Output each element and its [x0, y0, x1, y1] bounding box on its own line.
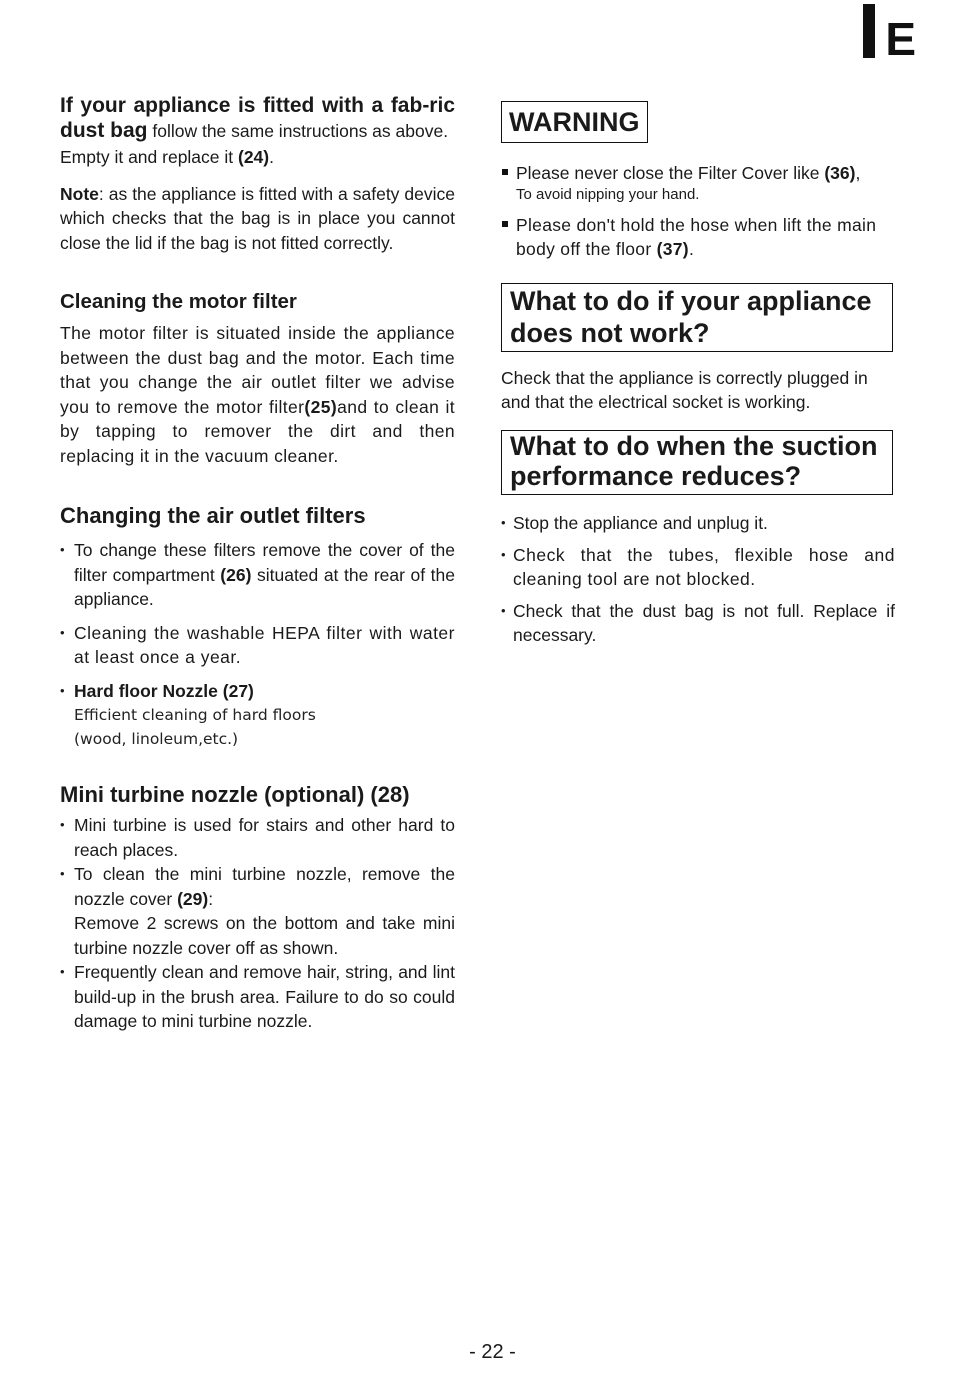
- note-paragraph: [60, 182, 455, 256]
- hard-floor-sub2: (wood, linoleum,etc.): [74, 730, 239, 748]
- turbine3-text: Frequently clean and remove hair, string, and lint build-up in the brush area. Failure to do so could damage to mini turbine nozzle.: [74, 962, 455, 1031]
- turbine2-text: To clean the mini turbine nozzle, remove the nozzle cover: [74, 864, 455, 909]
- note-text: : as the appliance is fitted with a safety device which checks that the bag is in place you cannot close the lid if the bag is not fitted correctly.: [60, 183, 455, 253]
- tip1-text: Stop the appliance and unplug it.: [513, 513, 768, 533]
- right-column: [501, 101, 895, 655]
- motor-ref: (25): [304, 396, 338, 417]
- bullet1-ref: (26): [220, 564, 252, 585]
- list-item: [60, 538, 455, 612]
- intro-title: If your appliance is fitted with a fab-ric dust bag: [60, 94, 455, 142]
- turbine2-colon: :: [208, 888, 214, 909]
- turbine1-text: Mini turbine is used for stairs and other hard to reach places.: [74, 815, 455, 860]
- bullet1-text: To change these filters remove the cover of the filter compartment: [74, 540, 455, 585]
- hard-floor-title: Hard floor Nozzle (27): [74, 680, 254, 701]
- list-item: [60, 862, 455, 960]
- outlet-filters-heading: Changing the air outlet filters: [60, 503, 366, 528]
- list-item: [60, 960, 455, 1034]
- mini-turbine-list: [60, 813, 455, 1034]
- warn2-ref: (37): [656, 239, 689, 259]
- suction-list: [501, 511, 895, 647]
- list-item: [60, 679, 455, 752]
- warn1-text: Please never close the Filter Cover like: [516, 163, 825, 183]
- motor-filter-paragraph: [60, 321, 455, 468]
- list-item: [501, 599, 895, 647]
- warn1-ref: (36): [824, 163, 856, 183]
- list-item: [60, 813, 455, 862]
- left-column: [60, 94, 455, 1034]
- language-tab-bar: [863, 4, 875, 58]
- motor-filter-heading: Cleaning the motor filter: [60, 290, 297, 313]
- warn1-comma: ,: [855, 163, 861, 183]
- suction-heading: What to do when the suction performance reduces?: [501, 430, 893, 495]
- language-letter: E: [885, 13, 916, 65]
- hard-floor-sub1: Efficient cleaning of hard floors: [74, 706, 316, 724]
- mini-turbine-heading: Mini turbine nozzle (optional) (28): [60, 782, 410, 807]
- list-item: [501, 543, 895, 591]
- list-item: [501, 213, 895, 261]
- not-working-text: Check that the appliance is correctly plugged in and that the electrical socket is working.: [501, 368, 868, 412]
- language-tab: [863, 4, 916, 65]
- warn2-period: .: [688, 239, 695, 259]
- warn2-text: Please don't hold the hose when lift the main body off the floor: [516, 215, 877, 259]
- tip2-text: Check that the tubes, flexible hose and cleaning tool are not blocked.: [513, 545, 895, 589]
- not-working-heading: What to do if your appliance does not work?: [501, 283, 893, 352]
- empty-text: Empty it and replace it: [60, 147, 238, 167]
- list-item: [501, 161, 895, 205]
- intro-paragraph: [60, 94, 455, 143]
- turbine2-ref: (29): [177, 888, 209, 909]
- note-label: Note: [60, 183, 99, 204]
- turbine2-instructions: Remove 2 screws on the bottom and take mini turbine nozzle cover off as shown.: [74, 913, 455, 958]
- warning-box: WARNING: [501, 101, 648, 143]
- warning-list: [501, 161, 895, 261]
- bullet1-end: situated at the rear of the appliance.: [74, 564, 456, 609]
- list-item: [60, 621, 455, 670]
- bullet2-text: Cleaning the washable HEPA filter with water at least once a year.: [74, 622, 455, 667]
- tip3-text: Check that the dust bag is not full. Replace if necessary.: [513, 601, 895, 645]
- page-number: - 22 -: [469, 1341, 516, 1363]
- warn1-sub: To avoid nipping your hand.: [516, 186, 700, 203]
- outlet-filters-list: [60, 538, 455, 751]
- empty-ref: (24): [238, 147, 270, 167]
- list-item: [501, 511, 895, 535]
- motor-text-a: The motor filter is situated inside the appliance between the dust bag and the motor. Each time that you change the air outlet filter we advise you to remove the motor filter: [60, 323, 455, 417]
- empty-paragraph: Empty it and replace it (24).: [60, 147, 274, 167]
- intro-rest: follow the same instructions as above.: [147, 120, 449, 141]
- motor-text-b: and to clean it by tapping to remover the dirt and then replacing it in the vacuum cleaner.: [60, 396, 455, 466]
